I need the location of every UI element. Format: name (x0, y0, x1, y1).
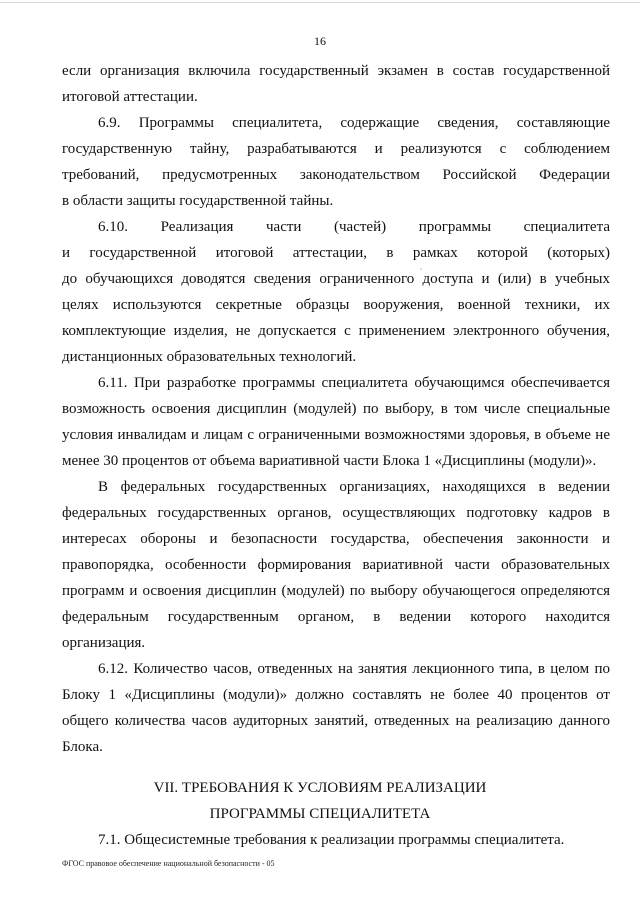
text-line: в области защиты государственной тайны. (62, 193, 334, 209)
text-line: Блоку 1 «Дисциплины (модули)» должно составлять не более 40 процентов от (62, 687, 610, 703)
paragraph-6-10-start: 6.10. Реализация части (частей) программы специалитета (98, 219, 610, 235)
paragraph-6-11-start: 6.11. При разработке программы специалитета обучающимся обеспечивается (98, 375, 610, 391)
text-line: условия инвалидам и лицам с ограниченными возможностями здоровья, в объеме не (62, 427, 610, 443)
paragraph-6-9-start: 6.9. Программы специалитета, содержащие сведения, составляющие (98, 115, 610, 131)
page-number: 16 (314, 34, 326, 48)
text-line: комплектующие изделия, не допускается с применением электронного обучения, (62, 323, 610, 339)
paragraph-6-12-start: 6.12. Количество часов, отведенных на занятия лекционного типа, в целом по (98, 661, 610, 677)
text-line: итоговой аттестации. (62, 89, 198, 105)
text-line: до обучающихся доводятся сведения ограниченного доступа и (или) в учебных (62, 271, 610, 287)
text-line: Блока. (62, 739, 103, 755)
text-line: правопорядка, особенности формирования вариативной части образовательных (62, 557, 610, 573)
text-line: программ и освоения дисциплин (модулей) по выбору обучающегося определяются (62, 583, 610, 599)
text-line: федеральным государственным органом, в ведении которого находится (62, 609, 610, 625)
text-line: если организация включила государственный экзамен в состав государственной (62, 63, 610, 79)
text-line: возможность освоения дисциплин (модулей) по выбору, в том числе специальные (62, 401, 610, 417)
text-line: федеральных государственных органов, осуществляющих подготовку кадров в (62, 505, 610, 521)
text-line: организация. (62, 635, 146, 651)
text-line: общего количества часов аудиторных занятий, отведенных на реализацию данного (62, 713, 610, 729)
text-line: и государственной итоговой аттестации, в рамках которой (которых) (62, 245, 610, 261)
page-footer: ФГОС правовое обеспечение национальной безопасности - 05 (62, 859, 275, 868)
section-heading-line-2: ПРОГРАММЫ СПЕЦИАЛИТЕТА (209, 806, 431, 822)
paragraph-federal-start: В федеральных государственных организациях, находящихся в ведении (98, 479, 610, 495)
text-line: целях используются секретные образцы вооружения, военной техники, их (62, 297, 610, 313)
paragraph-7-1: 7.1. Общесистемные требования к реализации программы специалитета. (98, 832, 565, 848)
scan-edge-line (0, 2, 640, 3)
text-line: дистанционных образовательных технологий. (62, 349, 357, 365)
text-line: требований, предусмотренных законодательством Российской Федерации (62, 167, 610, 183)
text-line: государственную тайну, разрабатываются и реализуются с соблюдением (62, 141, 610, 157)
text-line: менее 30 процентов от объема вариативной части Блока 1 «Дисциплины (модули)». (62, 453, 597, 469)
text-line: интересах обороны и безопасности государства, обеспечения законности и (62, 531, 610, 547)
section-heading-line-1: VII. ТРЕБОВАНИЯ К УСЛОВИЯМ РЕАЛИЗАЦИИ (153, 780, 487, 796)
